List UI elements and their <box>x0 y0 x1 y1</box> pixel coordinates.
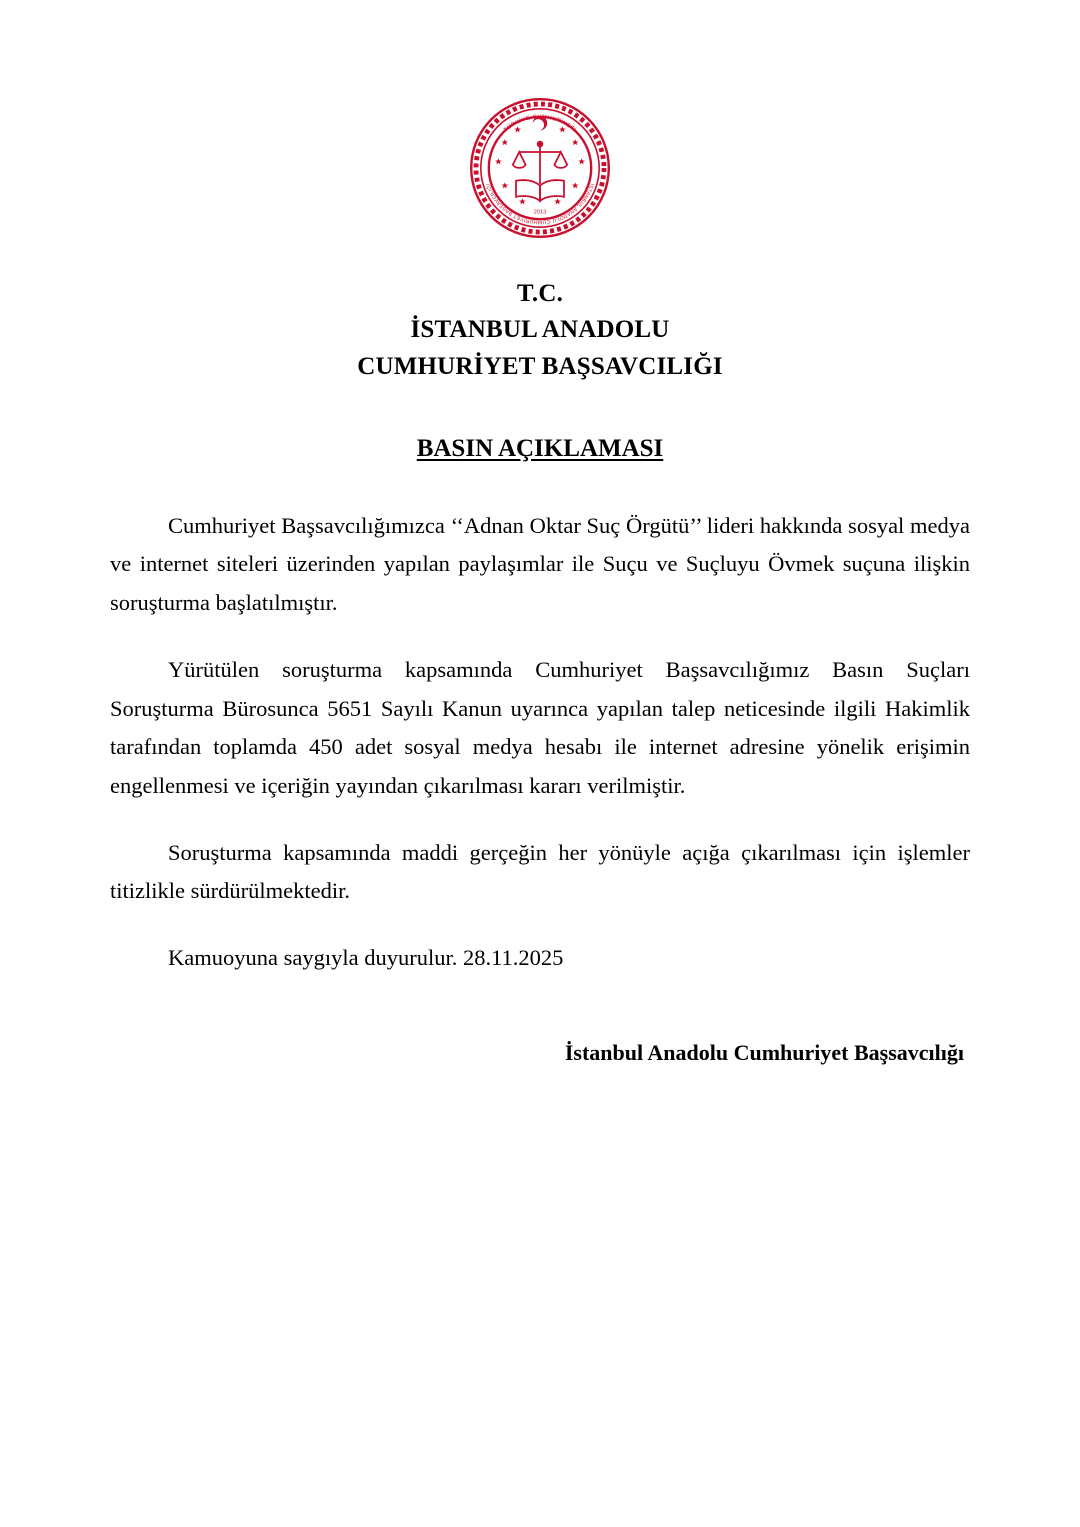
svg-text:2013: 2013 <box>533 209 547 216</box>
paragraph-2: Yürütülen soruşturma kapsamında Cumhuriyet Başsavcılığımız Basın Suçları Soruşturma Bürosunca 5651 Sayılı Kanun uyarınca yapılan talep neticesinde ilgili Hakimlik tarafından toplamda 450 adet sosyal medya hesabı ile internet adresine yönelik erişimin engellenmesi ve içeriğin yayından çıkarılması kararı verilmiştir. <box>110 656 970 798</box>
document-subject-title: BASIN AÇIKLAMASI <box>416 434 664 462</box>
document-body <box>110 507 970 978</box>
paragraph-3: Soruşturma kapsamında maddi gerçeğin her yönüyle açığa çıkarılması için işlemler titizlikle sürdürülmektedir. <box>110 839 970 904</box>
header-line-institution-city: İSTANBUL ANADOLU <box>410 316 670 344</box>
signature-block: İstanbul Anadolu Cumhuriyet Başsavcılığı <box>564 1039 964 1065</box>
turkish-republic-prosecutor-seal-icon <box>460 88 620 248</box>
emblem-container <box>110 0 970 248</box>
header-line-tc: T.C. <box>516 280 564 307</box>
document-header <box>110 276 970 385</box>
svg-text:İSTANBUL ANADOLU CUMHURİYET BA: İSTANBUL ANADOLU CUMHURİYET BAŞSAVCILIĞI <box>485 182 595 225</box>
svg-text:TÜRKİYE CUMHURİYETİ: TÜRKİYE CUMHURİYETİ <box>503 114 578 134</box>
paragraph-1: Cumhuriyet Başsavcılığımızca ‘‘Adnan Oktar Suç Örgütü’’ lideri hakkında sosyal medya ve internet siteleri üzerinden yapılan paylaşımlar ile Suçu ve Suçluyu Övmek suçuna ilişkin soruşturma başlatılmıştır. <box>110 512 970 616</box>
closing-line: Kamuoyuna saygıyla duyurulur. 28.11.2025 <box>168 944 564 970</box>
header-line-institution-name: CUMHURİYET BAŞSAVCILIĞI <box>357 352 723 380</box>
